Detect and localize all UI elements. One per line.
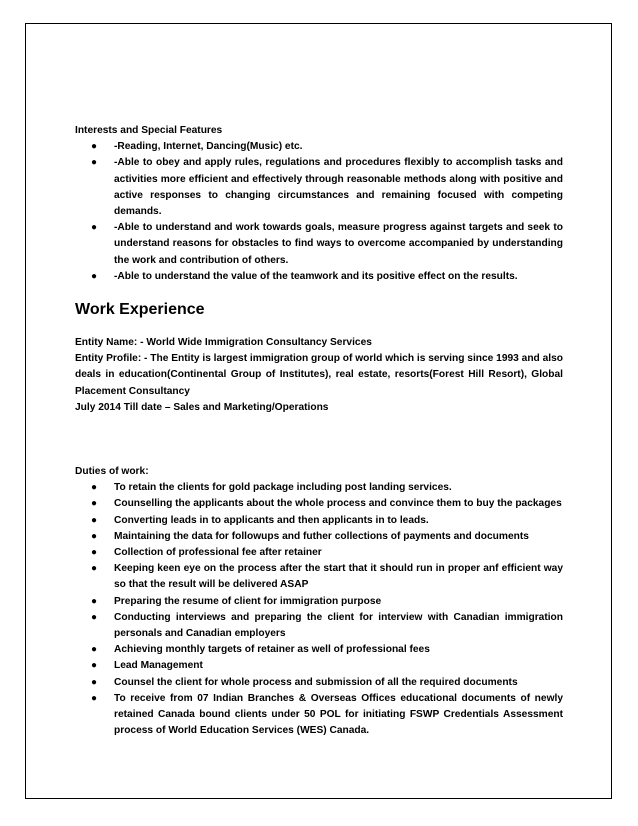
- entity-name: Entity Name: - World Wide Immigration Consultancy Services: [75, 337, 372, 349]
- duty-item: ● Counselling the applicants about the whole process and convince them to buy the packages: [75, 496, 563, 512]
- bullet-icon: ●: [91, 644, 98, 656]
- interest-item: ● -Able to understand and work towards goals, measure progress against targets and seek to understand reasons for obstacles to find ways to overcome accompanied by understanding the work and contribution of others.: [91, 222, 563, 266]
- bullet-icon: ●: [91, 222, 98, 234]
- interest-item: ● -Able to understand the value of the teamwork and its positive effect on the results.: [75, 269, 563, 285]
- bullet-icon: ●: [91, 547, 98, 559]
- employment-period: July 2014 Till date – Sales and Marketing/Operations: [75, 401, 329, 413]
- duty-item: ● Conducting interviews and preparing the client for interview with Canadian immigration personals and Canadian employers: [91, 611, 563, 640]
- bullet-icon: ●: [91, 514, 98, 526]
- duty-item: ● Lead Management: [75, 658, 563, 674]
- bullet-icon: ●: [91, 530, 98, 542]
- bullet-icon: ●: [91, 141, 98, 153]
- duties-heading: Duties of work:: [75, 466, 149, 478]
- work-experience-heading: Work Experience: [75, 301, 205, 319]
- resume-content: [75, 123, 563, 740]
- duty-item: ● To retain the clients for gold package including post landing services.: [75, 480, 563, 496]
- duties-list: [75, 480, 563, 739]
- interests-heading: Interests and Special Features: [75, 125, 223, 136]
- bullet-icon: ●: [91, 595, 98, 607]
- duty-item: ● To receive from 07 Indian Branches & Overseas Offices educational documents of newly retained Canada bound clients under 50 POL for initiating FSWP Credentials Assessment process of World Education Services (WES) Canada.: [91, 692, 563, 737]
- bullet-icon: ●: [91, 692, 98, 704]
- interest-item: ● -Reading, Internet, Dancing(Music) etc.: [75, 139, 563, 155]
- bullet-icon: ●: [91, 611, 98, 623]
- bullet-icon: ●: [91, 563, 98, 575]
- duty-item: ● Preparing the resume of client for immigration purpose: [75, 594, 563, 610]
- duty-item: ● Counsel the client for whole process and submission of all the required documents: [75, 675, 563, 691]
- bullet-icon: ●: [91, 270, 98, 282]
- duty-item: ● Maintaining the data for followups and futher collections of payments and documents: [75, 529, 563, 545]
- bullet-icon: ●: [91, 157, 98, 169]
- duty-item: ● Keeping keen eye on the process after the start that it should run in proper anf efficient way so that the result will be delivered ASAP: [91, 563, 563, 591]
- bullet-icon: ●: [91, 660, 98, 672]
- interest-item: ● -Able to obey and apply rules, regulations and procedures flexibly to accomplish tasks and activities more efficient and effectively through reasonable methods along with positive and active responses to changing circumstances and remaining focused with competing demands.: [91, 157, 563, 218]
- bullet-icon: ●: [91, 482, 98, 494]
- bullet-icon: ●: [91, 676, 98, 688]
- duty-item: ● Converting leads in to applicants and then applicants in to leads.: [75, 513, 563, 529]
- interests-list: [75, 139, 563, 285]
- duty-item: ● Achieving monthly targets of retainer as well of professional fees: [75, 642, 563, 658]
- entity-profile: Entity Profile: - The Entity is largest immigration group of world which is serving since 1993 and also deals in education(Continental Group of Institutes), real estate, resorts(Forest Hill Resort), Global Placement Consultancy: [75, 353, 563, 397]
- duty-item: ● Collection of professional fee after retainer: [75, 545, 563, 561]
- bullet-icon: ●: [91, 498, 98, 510]
